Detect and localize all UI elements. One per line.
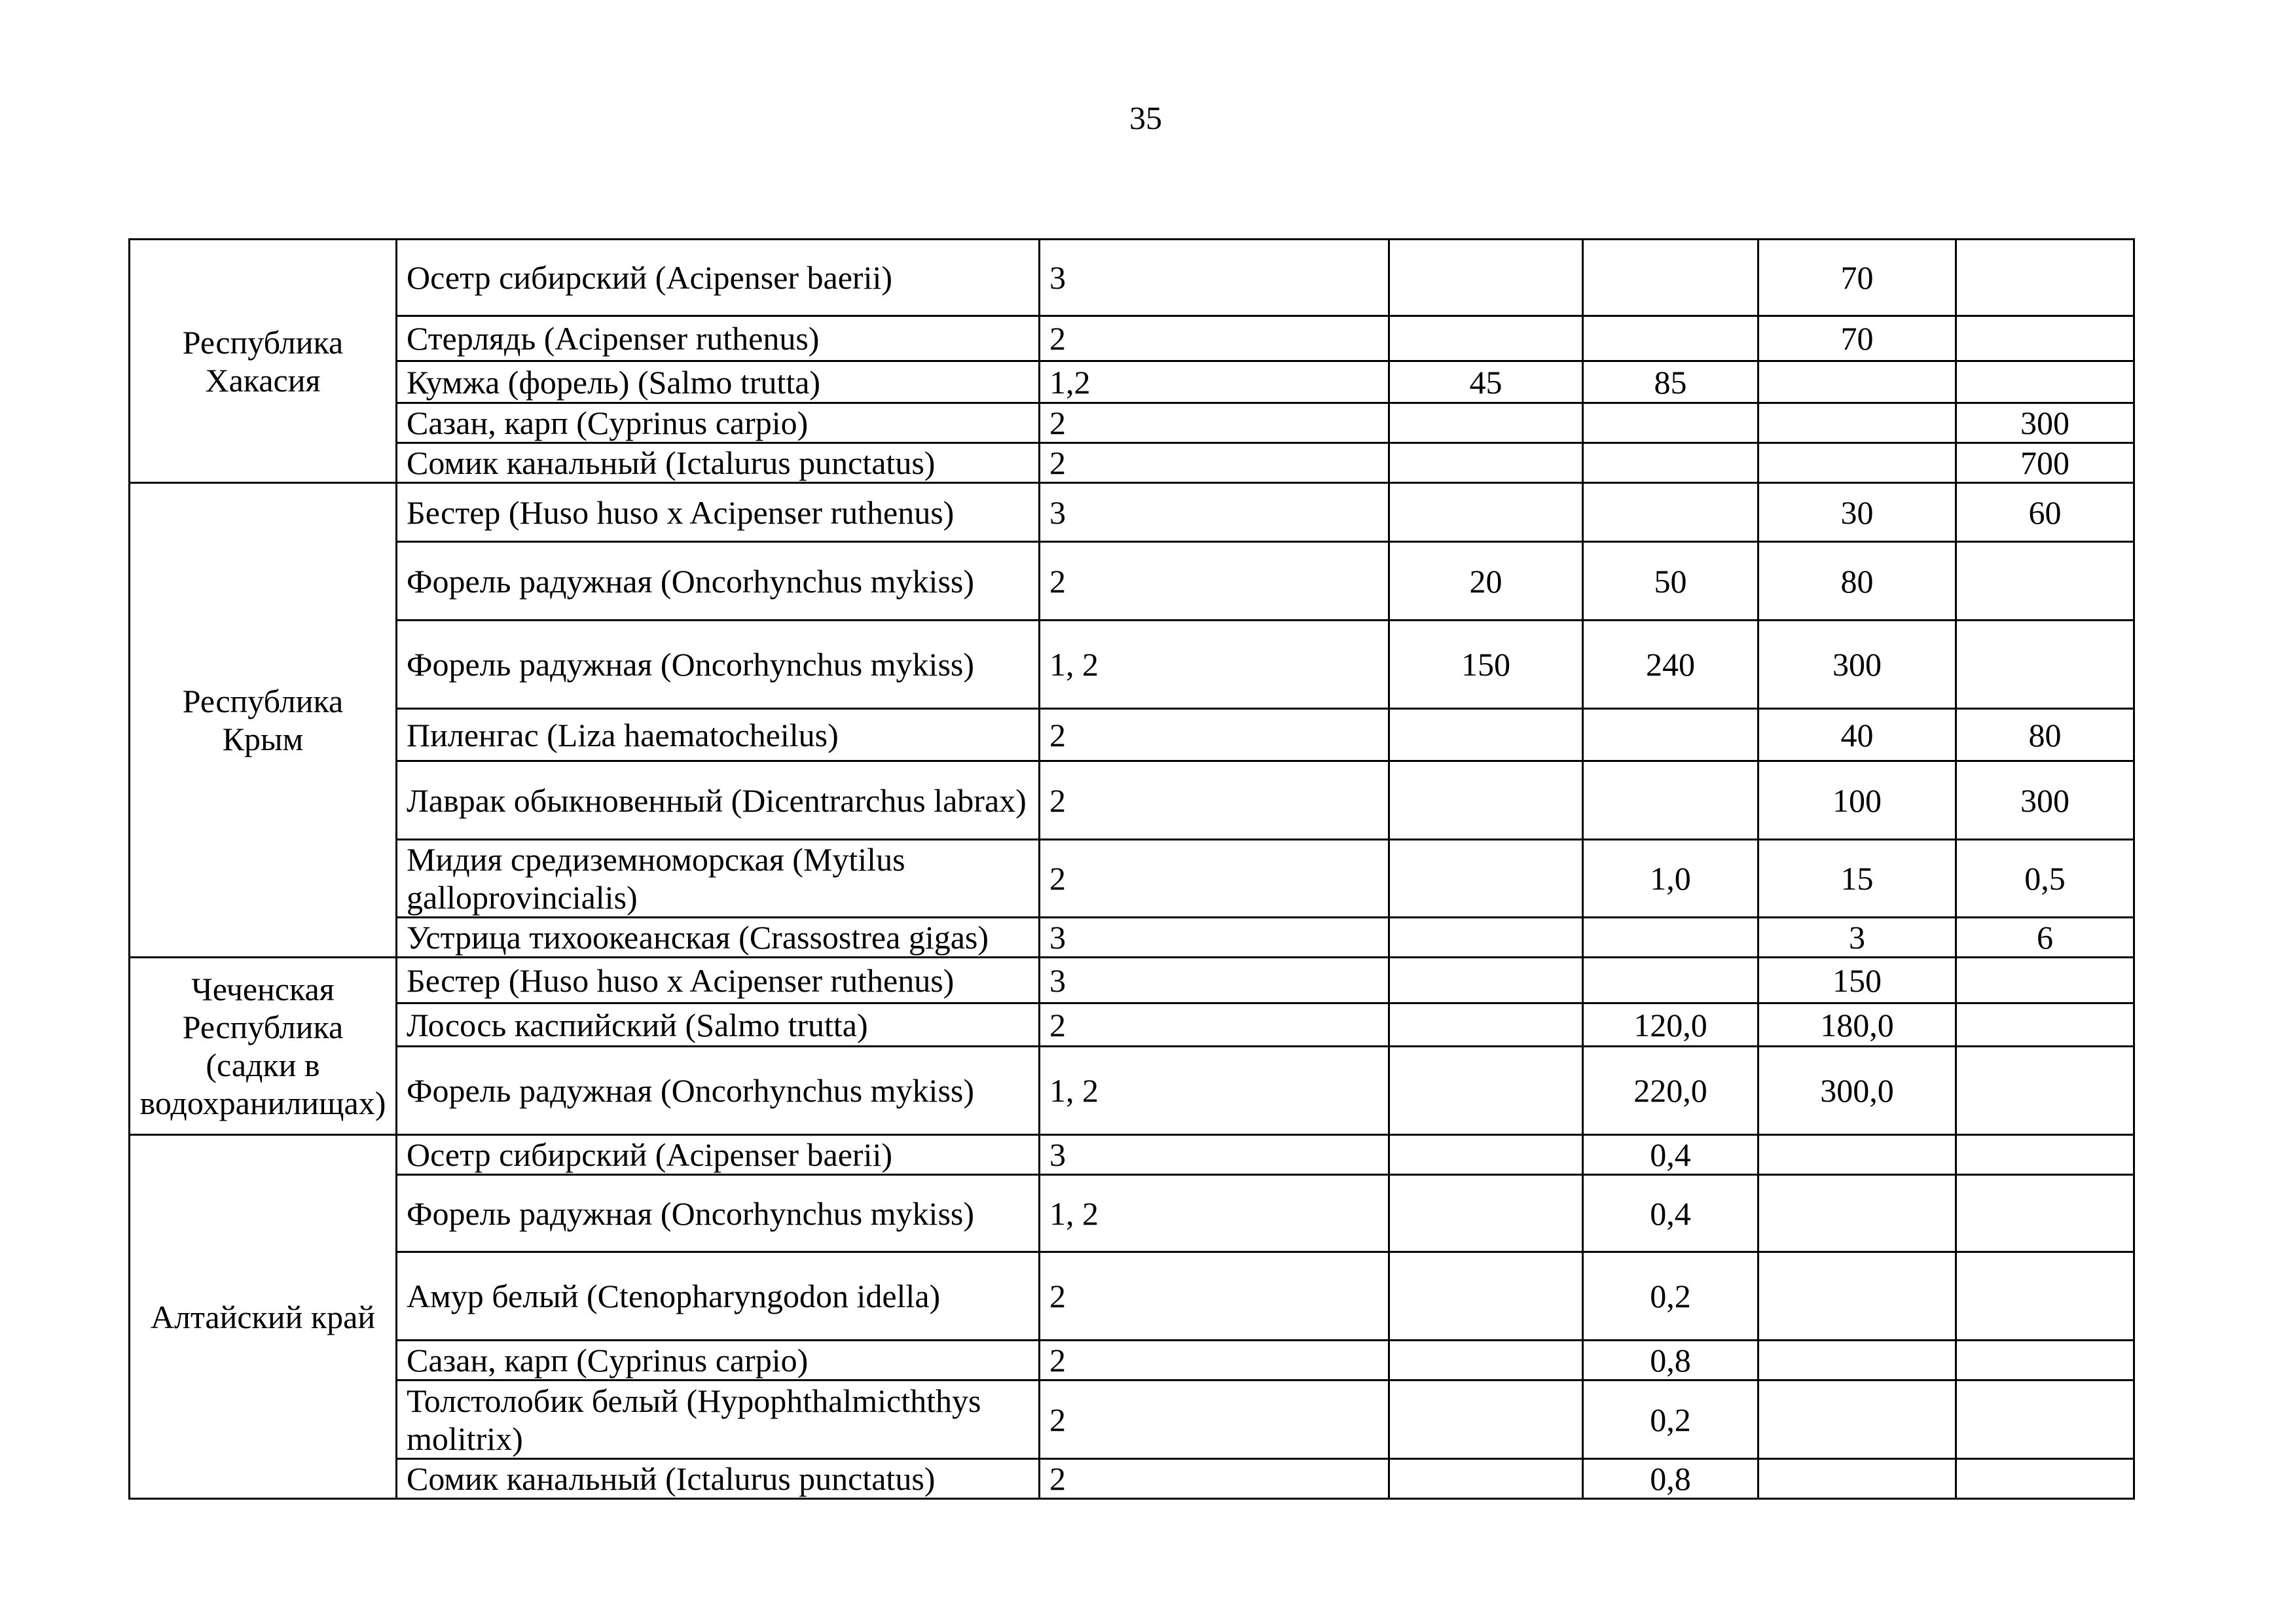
value-cell [1389, 1341, 1583, 1380]
page-number: 35 [1129, 99, 1162, 136]
table-body [130, 240, 2134, 1499]
value-cell [1583, 958, 1758, 1003]
table-row [130, 542, 2134, 621]
technology-cell: 2 [1040, 709, 1389, 761]
technology-cell: 2 [1040, 840, 1389, 918]
table-row [130, 1459, 2134, 1499]
value-cell [1389, 1459, 1583, 1499]
value-cell: 700 [1956, 443, 2134, 483]
technology-cell: 2 [1040, 1252, 1389, 1341]
species-cell: Сазан, карп (Cyprinus carpio) [397, 403, 1040, 443]
technology-cell: 2 [1040, 443, 1389, 483]
species-cell: Форель радужная (Oncorhynchus mykiss) [397, 1175, 1040, 1252]
table-row [130, 709, 2134, 761]
value-cell [1389, 240, 1583, 316]
value-cell [1389, 483, 1583, 542]
technology-cell: 2 [1040, 316, 1389, 361]
value-cell [1389, 1003, 1583, 1047]
species-cell: Осетр сибирский (Acipenser baerii) [397, 240, 1040, 316]
value-cell: 70 [1758, 240, 1956, 316]
value-cell: 40 [1758, 709, 1956, 761]
value-cell [1389, 1047, 1583, 1135]
species-cell: Сомик канальный (Ictalurus punctatus) [397, 443, 1040, 483]
technology-cell: 2 [1040, 403, 1389, 443]
species-cell: Лаврак обыкновенный (Dicentrarchus labrax) [397, 761, 1040, 840]
value-cell [1583, 761, 1758, 840]
value-cell: 15 [1758, 840, 1956, 918]
species-cell: Амур белый (Ctenopharyngodon idella) [397, 1252, 1040, 1341]
species-cell: Бестер (Huso huso x Acipenser ruthenus) [397, 958, 1040, 1003]
species-cell: Кумжа (форель) (Salmo trutta) [397, 361, 1040, 403]
value-cell [1956, 621, 2134, 709]
technology-cell: 3 [1040, 1135, 1389, 1175]
value-cell [1758, 1380, 1956, 1459]
technology-cell: 2 [1040, 1380, 1389, 1459]
value-cell [1956, 1175, 2134, 1252]
value-cell [1758, 443, 1956, 483]
value-cell [1583, 918, 1758, 958]
value-cell [1956, 1341, 2134, 1380]
value-cell: 20 [1389, 542, 1583, 621]
value-cell: 0,4 [1583, 1175, 1758, 1252]
value-cell [1758, 403, 1956, 443]
value-cell: 0,5 [1956, 840, 2134, 918]
species-cell: Лосось каспийский (Salmo trutta) [397, 1003, 1040, 1047]
value-cell: 30 [1758, 483, 1956, 542]
table-row [130, 918, 2134, 958]
value-cell [1758, 1135, 1956, 1175]
value-cell [1758, 1459, 1956, 1499]
table-row [130, 1252, 2134, 1341]
value-cell [1389, 1135, 1583, 1175]
value-cell: 0,8 [1583, 1459, 1758, 1499]
technology-cell: 2 [1040, 1459, 1389, 1499]
table-row [130, 1135, 2134, 1175]
technology-cell: 1,2 [1040, 361, 1389, 403]
table-row [130, 361, 2134, 403]
value-cell: 0,8 [1583, 1341, 1758, 1380]
value-cell: 300,0 [1758, 1047, 1956, 1135]
aquaculture-table [128, 238, 2135, 1500]
value-cell [1389, 443, 1583, 483]
table-row [130, 1341, 2134, 1380]
value-cell: 85 [1583, 361, 1758, 403]
value-cell [1583, 316, 1758, 361]
value-cell: 6 [1956, 918, 2134, 958]
species-cell: Осетр сибирский (Acipenser baerii) [397, 1135, 1040, 1175]
value-cell [1758, 1341, 1956, 1380]
value-cell [1389, 403, 1583, 443]
species-cell: Пиленгас (Liza haematocheilus) [397, 709, 1040, 761]
value-cell [1583, 483, 1758, 542]
table-row [130, 958, 2134, 1003]
table-row [130, 403, 2134, 443]
technology-cell: 2 [1040, 1003, 1389, 1047]
region-cell: Республика Хакасия [130, 240, 397, 483]
region-cell: Алтайский край [130, 1135, 397, 1499]
region-cell: Республика Крым [130, 483, 397, 958]
value-cell [1956, 1252, 2134, 1341]
value-cell: 300 [1956, 403, 2134, 443]
value-cell: 300 [1758, 621, 1956, 709]
value-cell [1583, 709, 1758, 761]
value-cell [1956, 240, 2134, 316]
value-cell: 1,0 [1583, 840, 1758, 918]
value-cell: 120,0 [1583, 1003, 1758, 1047]
value-cell [1389, 918, 1583, 958]
value-cell: 150 [1389, 621, 1583, 709]
table-row [130, 621, 2134, 709]
technology-cell: 2 [1040, 761, 1389, 840]
value-cell: 0,4 [1583, 1135, 1758, 1175]
species-cell: Сомик канальный (Ictalurus punctatus) [397, 1459, 1040, 1499]
value-cell [1389, 1380, 1583, 1459]
value-cell [1389, 316, 1583, 361]
value-cell [1583, 240, 1758, 316]
table-row [130, 483, 2134, 542]
technology-cell: 2 [1040, 1341, 1389, 1380]
value-cell [1956, 1380, 2134, 1459]
value-cell [1583, 403, 1758, 443]
region-cell: Чеченская Республика (садки в водохранилищах) [130, 958, 397, 1135]
species-cell: Мидия средиземноморская (Mytilus galloprovincialis) [397, 840, 1040, 918]
species-cell: Устрица тихоокеанская (Crassostrea gigas) [397, 918, 1040, 958]
species-cell: Стерлядь (Acipenser ruthenus) [397, 316, 1040, 361]
value-cell [1956, 542, 2134, 621]
species-cell: Сазан, карп (Cyprinus carpio) [397, 1341, 1040, 1380]
value-cell: 100 [1758, 761, 1956, 840]
value-cell [1389, 958, 1583, 1003]
value-cell [1758, 1175, 1956, 1252]
value-cell [1956, 1047, 2134, 1135]
table-row [130, 316, 2134, 361]
value-cell [1956, 1003, 2134, 1047]
value-cell [1389, 1175, 1583, 1252]
value-cell [1583, 443, 1758, 483]
value-cell [1956, 958, 2134, 1003]
value-cell: 3 [1758, 918, 1956, 958]
value-cell [1956, 1459, 2134, 1499]
value-cell: 220,0 [1583, 1047, 1758, 1135]
value-cell: 240 [1583, 621, 1758, 709]
technology-cell: 3 [1040, 240, 1389, 316]
value-cell [1956, 361, 2134, 403]
value-cell [1389, 761, 1583, 840]
value-cell: 70 [1758, 316, 1956, 361]
table-row [130, 1175, 2134, 1252]
value-cell: 300 [1956, 761, 2134, 840]
value-cell: 45 [1389, 361, 1583, 403]
value-cell: 0,2 [1583, 1380, 1758, 1459]
value-cell [1956, 316, 2134, 361]
technology-cell: 1, 2 [1040, 1175, 1389, 1252]
species-cell: Форель радужная (Oncorhynchus mykiss) [397, 1047, 1040, 1135]
species-cell: Бестер (Huso huso x Acipenser ruthenus) [397, 483, 1040, 542]
value-cell: 0,2 [1583, 1252, 1758, 1341]
species-cell: Толстолобик белый (Hypophthalmicththys molitrix) [397, 1380, 1040, 1459]
value-cell: 80 [1956, 709, 2134, 761]
technology-cell: 3 [1040, 918, 1389, 958]
value-cell [1956, 1135, 2134, 1175]
value-cell [1389, 709, 1583, 761]
value-cell: 80 [1758, 542, 1956, 621]
table-row [130, 443, 2134, 483]
value-cell: 180,0 [1758, 1003, 1956, 1047]
table-row [130, 240, 2134, 316]
species-cell: Форель радужная (Oncorhynchus mykiss) [397, 542, 1040, 621]
technology-cell: 3 [1040, 958, 1389, 1003]
table-row [130, 1003, 2134, 1047]
value-cell [1758, 1252, 1956, 1341]
value-cell: 60 [1956, 483, 2134, 542]
value-cell [1389, 1252, 1583, 1341]
technology-cell: 3 [1040, 483, 1389, 542]
value-cell: 150 [1758, 958, 1956, 1003]
value-cell: 50 [1583, 542, 1758, 621]
value-cell [1389, 840, 1583, 918]
species-cell: Форель радужная (Oncorhynchus mykiss) [397, 621, 1040, 709]
technology-cell: 2 [1040, 542, 1389, 621]
table-row [130, 1047, 2134, 1135]
value-cell [1758, 361, 1956, 403]
technology-cell: 1, 2 [1040, 621, 1389, 709]
table-row [130, 840, 2134, 918]
technology-cell: 1, 2 [1040, 1047, 1389, 1135]
table-row [130, 1380, 2134, 1459]
table-row [130, 761, 2134, 840]
